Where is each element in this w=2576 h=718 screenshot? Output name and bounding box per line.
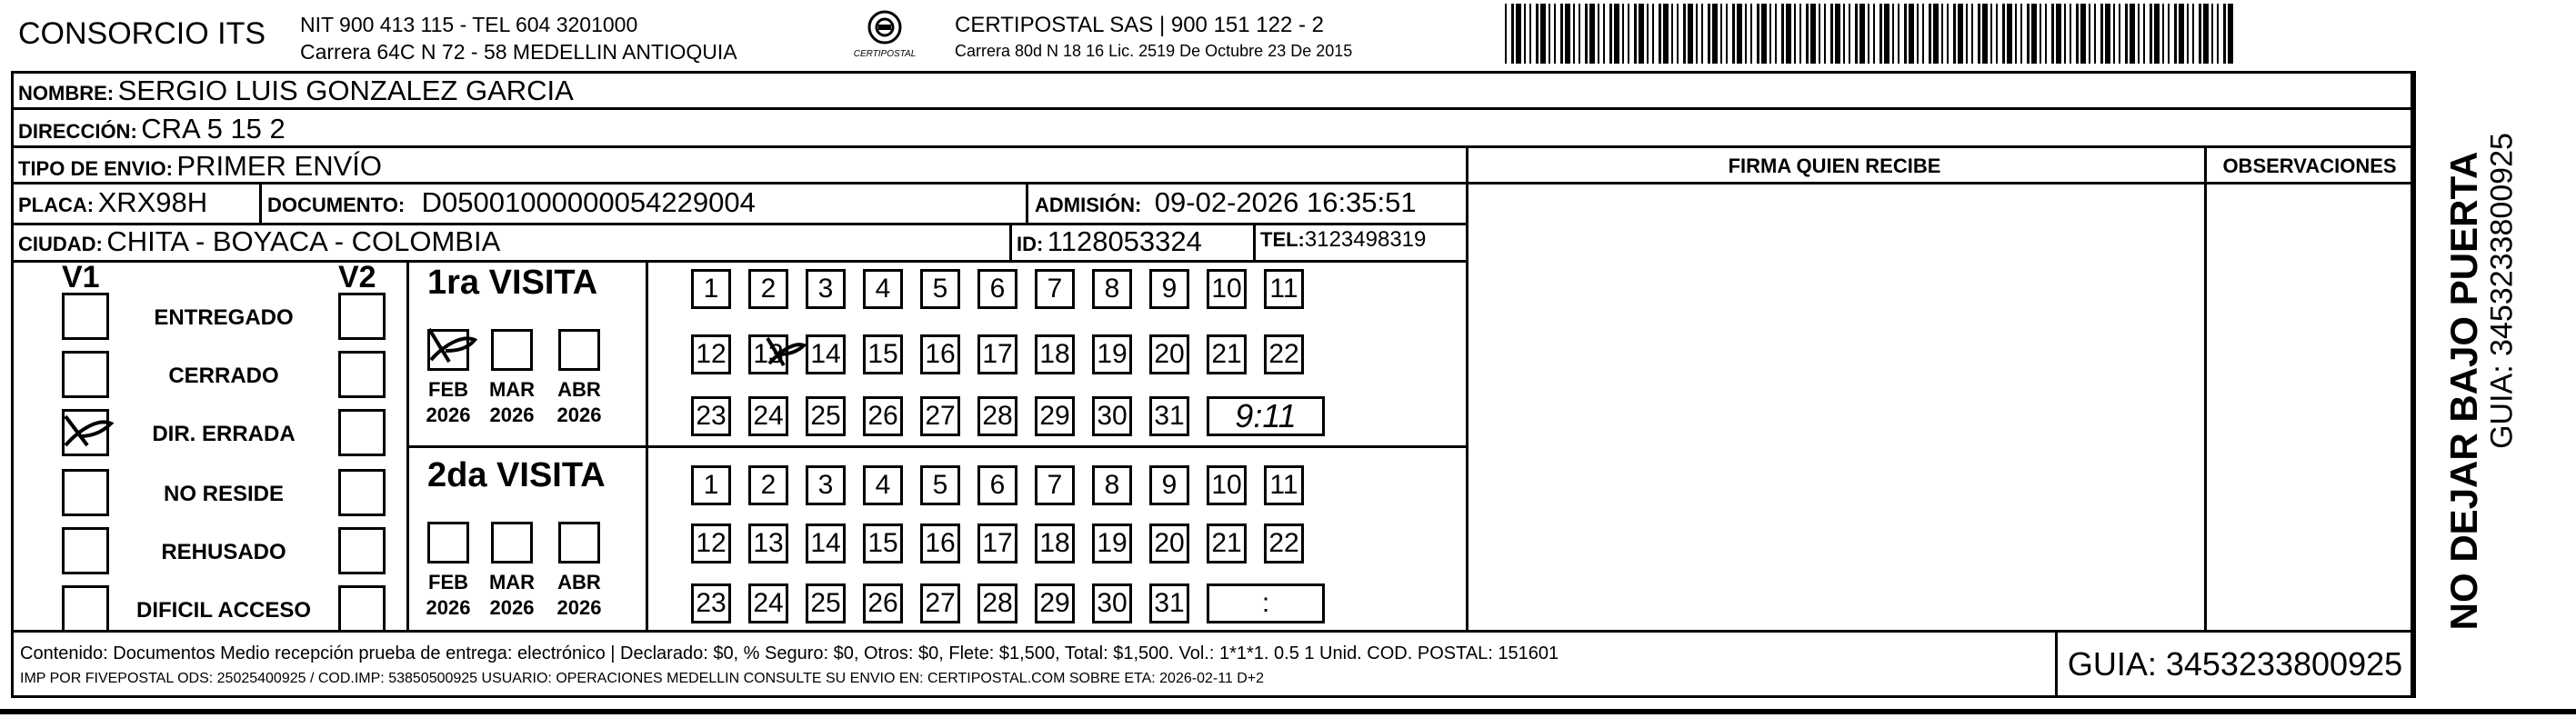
- barcode-bar: [2119, 4, 2120, 64]
- day-box: 8: [1092, 269, 1132, 309]
- no-dejar-notice: NO DEJAR BAJO PUERTA: [2442, 151, 2485, 631]
- day-box: 16: [920, 334, 960, 374]
- day-box: 27: [920, 583, 960, 623]
- direccion-label: DIRECCIÓN:: [18, 120, 137, 143]
- v1-checkbox: [62, 469, 109, 516]
- month-label: FEB: [428, 378, 468, 401]
- barcode-bar: [1614, 4, 1619, 64]
- barcode-bar: [2138, 4, 2140, 64]
- placa-label: PLACA:: [18, 194, 95, 216]
- certipostal-logo: [853, 9, 917, 60]
- day-box: 21: [1207, 334, 1247, 374]
- barcode-bar: [1933, 4, 1939, 64]
- first-visit-title: 1ra VISITA: [427, 264, 598, 302]
- placa-field: [18, 186, 207, 219]
- v2-label: V2: [338, 260, 376, 294]
- barcode-bar: [1708, 4, 1710, 64]
- barcode-bar: [1598, 4, 1599, 64]
- barcode-bar: [2040, 4, 2041, 64]
- logo-text: CERTIPOSTAL: [853, 49, 917, 59]
- barcode-bar: [1971, 4, 1973, 64]
- barcode-bar: [1775, 4, 1777, 64]
- month-label: MAR: [488, 571, 536, 593]
- barcode-bar: [1516, 4, 1521, 64]
- ciudad-field: [18, 225, 500, 258]
- day-box: 15: [863, 524, 903, 563]
- day-box: 22: [1264, 334, 1304, 374]
- barcode-bar: [2070, 4, 2071, 64]
- barcode-bar: [2203, 4, 2209, 64]
- day-box: 12: [691, 524, 731, 563]
- barcode-bar: [1603, 4, 1605, 64]
- barcode-bar: [1524, 4, 1526, 64]
- year-label: 2026: [556, 596, 602, 619]
- admision-value: 09-02-2026 16:35:51: [1154, 186, 1417, 218]
- status-label: NO RESIDE: [163, 482, 285, 506]
- barcode-bar: [1835, 4, 1840, 64]
- barcode-bar: [2150, 4, 2152, 64]
- day-box: 15: [863, 334, 903, 374]
- barcode-bar: [1683, 4, 1686, 64]
- day-box: 19: [1092, 334, 1132, 374]
- month-checkbox: [558, 329, 600, 371]
- barcode-bar: [2020, 4, 2022, 64]
- barcode-bar: [1677, 4, 1679, 64]
- status-label: DIFICIL ACCESO: [135, 598, 311, 623]
- barcode-bar: [1978, 4, 1980, 64]
- barcode-bar: [1830, 4, 1833, 64]
- barcode-bar: [1540, 4, 1546, 64]
- day-box: 25: [806, 583, 846, 623]
- v2-checkbox: [338, 293, 386, 340]
- barcode-bar: [1757, 4, 1759, 64]
- barcode-bar: [1647, 4, 1649, 64]
- barcode-bar: [1720, 4, 1722, 64]
- barcode-bar: [1761, 4, 1767, 64]
- barcode-bar: [2199, 4, 2201, 64]
- barcode-bar: [1652, 4, 1654, 64]
- barcode-bar: [2064, 4, 2066, 64]
- day-box: 23: [691, 396, 731, 436]
- year-label: 2026: [426, 404, 471, 426]
- month-label: FEB: [428, 571, 468, 593]
- day-box: 2: [748, 465, 788, 505]
- barcode-bar: [2031, 4, 2037, 64]
- v2-checkbox: [338, 351, 386, 398]
- barcode-bar: [2105, 4, 2110, 64]
- barcode-bar: [2007, 4, 2012, 64]
- v2-checkbox: [338, 585, 386, 633]
- month-label: MAR: [488, 378, 536, 401]
- direccion-value: CRA 5 15 2: [141, 113, 286, 145]
- day-box: 20: [1149, 334, 1189, 374]
- barcode-bar: [1966, 4, 1968, 64]
- day-box: 7: [1035, 269, 1075, 309]
- checkmark-feb-first: [426, 324, 478, 376]
- day-box: 6: [977, 269, 1017, 309]
- v1-checkbox: [62, 293, 109, 340]
- barcode-bar: [1806, 4, 1809, 64]
- barcode-bar: [2223, 4, 2226, 64]
- day-box: 20: [1149, 524, 1189, 563]
- status-label: ENTREGADO: [154, 305, 294, 330]
- barcode-bar: [1810, 4, 1816, 64]
- barcode-bar: [2162, 4, 2164, 64]
- v2-checkbox: [338, 409, 386, 456]
- admision-field: [1035, 186, 1417, 219]
- barcode-bar: [1843, 4, 1845, 64]
- day-box: 10: [1207, 269, 1247, 309]
- barcode-bar: [1947, 4, 1949, 64]
- barcode-bar: [1904, 4, 1907, 64]
- barcode-bar: [2094, 4, 2096, 64]
- direccion-field: [18, 113, 286, 145]
- documento-field: [267, 186, 756, 219]
- barcode-bar: [1922, 4, 1924, 64]
- barcode-bar: [1732, 4, 1735, 64]
- barcode-bar: [1628, 4, 1629, 64]
- barcode-bar: [2130, 4, 2135, 64]
- footer-guia: GUIA: 3453233800925: [2067, 645, 2403, 683]
- ciudad-label: CIUDAD:: [18, 233, 103, 255]
- company-name: CONSORCIO ITS: [18, 16, 266, 51]
- day-box: 9: [1149, 465, 1189, 505]
- barcode-bar: [1884, 4, 1889, 64]
- barcode-bar: [1799, 4, 1801, 64]
- v1-checkbox: [62, 527, 109, 574]
- day-box: 16: [920, 524, 960, 563]
- day-box: 26: [863, 396, 903, 436]
- barcode-bar: [2100, 4, 2103, 64]
- tipo-label: TIPO DE ENVIO:: [18, 157, 173, 180]
- day-box: 13: [748, 334, 788, 374]
- day-box: 31: [1149, 396, 1189, 436]
- placa-value: XRX98H: [97, 186, 208, 218]
- barcode: [1505, 4, 2232, 64]
- barcode-bar: [1819, 4, 1820, 64]
- day-box: 27: [920, 396, 960, 436]
- footer-imp: IMP POR FIVEPOSTAL ODS: 25025400925 / COD.IMP: 53850500925 USUARIO: OPERACIONES MEDELLIN CONSULTE SU ENVIO EN: CERTIPOSTAL.COM SOBRE ETA: 2026-02-11 D+2: [20, 671, 1265, 686]
- barcode-bar: [1929, 4, 1931, 64]
- day-box: 14: [806, 524, 846, 563]
- barcode-bar: [1536, 4, 1539, 64]
- barcode-bar: [2056, 4, 2061, 64]
- day-box: 26: [863, 583, 903, 623]
- barcode-bar: [2015, 4, 2017, 64]
- barcode-bar: [1671, 4, 1673, 64]
- day-box: 13: [748, 524, 788, 563]
- barcode-bar: [2113, 4, 2115, 64]
- time-box: :: [1207, 583, 1325, 623]
- barcode-bar: [1990, 4, 1992, 64]
- day-box: 17: [977, 524, 1017, 563]
- barcode-bar: [1688, 4, 1693, 64]
- side-guia: GUIA: 3453233800925: [2484, 133, 2520, 449]
- status-label: DIR. ERRADA: [152, 422, 296, 446]
- month-label: ABR: [557, 378, 601, 401]
- day-box: 11: [1264, 269, 1304, 309]
- nombre-value: SERGIO LUIS GONZALEZ GARCIA: [117, 75, 574, 106]
- barcode-bar: [1634, 4, 1637, 64]
- day-box: 30: [1092, 583, 1132, 623]
- barcode-bar: [2154, 4, 2160, 64]
- barcode-bar: [2192, 4, 2194, 64]
- barcode-bar: [2217, 4, 2219, 64]
- barcode-bar: [2076, 4, 2079, 64]
- day-box: 22: [1264, 524, 1304, 563]
- day-box: 7: [1035, 465, 1075, 505]
- barcode-bar: [1855, 4, 1858, 64]
- barcode-bar: [2002, 4, 2005, 64]
- barcode-bar: [1873, 4, 1875, 64]
- admision-label: ADMISIÓN:: [1035, 194, 1142, 216]
- day-box: 30: [1092, 396, 1132, 436]
- month-checkbox: [491, 522, 533, 563]
- footer-contenido: Contenido: Documentos Medio recepción prueba de entrega: electrónico | Declarado: $0, % Seguro: $0, Otros: $0, Flete: $1,500, Total: $1,500. Vol.: 1*1*1. 0.5 1 Unid. COD. POSTAL: 151601: [20, 643, 1559, 663]
- barcode-bar: [1639, 4, 1644, 64]
- day-box: 24: [748, 396, 788, 436]
- year-label: 2026: [556, 404, 602, 426]
- year-label: 2026: [489, 404, 535, 426]
- barcode-bar: [2080, 4, 2086, 64]
- day-box: 29: [1035, 583, 1075, 623]
- tipo-value: PRIMER ENVÍO: [176, 150, 383, 182]
- second-visit-title: 2da VISITA: [427, 456, 606, 494]
- barcode-bar: [1941, 4, 1943, 64]
- barcode-bar: [2174, 4, 2177, 64]
- barcode-bar: [1712, 4, 1718, 64]
- v1-checkbox: [62, 351, 109, 398]
- barcode-bar: [1898, 4, 1899, 64]
- day-box: 14: [806, 334, 846, 374]
- barcode-bar: [1659, 4, 1661, 64]
- id-field: [1017, 225, 1202, 258]
- month-checkbox: [558, 522, 600, 563]
- certipostal-line: CERTIPOSTAL SAS | 900 151 122 - 2: [955, 13, 1324, 37]
- year-label: 2026: [426, 596, 471, 619]
- day-box: 8: [1092, 465, 1132, 505]
- ciudad-value: CHITA - BOYACA - COLOMBIA: [106, 225, 501, 257]
- tipo-field: [18, 150, 382, 183]
- status-label: CERRADO: [168, 364, 279, 388]
- day-box: 11: [1264, 465, 1304, 505]
- day-box: 1: [691, 269, 731, 309]
- observaciones-label: OBSERVACIONES: [2222, 155, 2397, 177]
- day-box: 9: [1149, 269, 1189, 309]
- barcode-bar: [1745, 4, 1747, 64]
- barcode-bar: [1554, 4, 1556, 64]
- v1-checkbox: [62, 585, 109, 633]
- barcode-bar: [1579, 4, 1580, 64]
- barcode-bar: [1609, 4, 1612, 64]
- day-box: 3: [806, 465, 846, 505]
- v2-checkbox: [338, 527, 386, 574]
- nombre-label: NOMBRE:: [18, 82, 115, 105]
- barcode-bar: [1750, 4, 1752, 64]
- day-box: 6: [977, 465, 1017, 505]
- barcode-bar: [1622, 4, 1624, 64]
- barcode-bar: [1511, 4, 1514, 64]
- barcode-bar: [1696, 4, 1698, 64]
- barcode-bar: [2051, 4, 2054, 64]
- day-box: 5: [920, 269, 960, 309]
- documento-value: D05001000000054229004: [421, 186, 756, 218]
- tel-value: 3123498319: [1304, 227, 1427, 252]
- certipostal-address: Carrera 80d N 18 16 Lic. 2519 De Octubre 23 De 2015: [955, 42, 1353, 60]
- barcode-bar: [1549, 4, 1550, 64]
- day-box: 1: [691, 465, 731, 505]
- checkmark-day-13: [764, 333, 807, 373]
- barcode-bar: [1573, 4, 1575, 64]
- month-checkbox: [491, 329, 533, 371]
- barcode-bar: [2187, 4, 2189, 64]
- month-label: ABR: [557, 571, 601, 593]
- barcode-bar: [1589, 4, 1595, 64]
- tel-label: TEL:: [1260, 228, 1305, 251]
- company-address: Carrera 64C N 72 - 58 MEDELLIN ANTIOQUIA: [300, 40, 737, 64]
- day-box: 3: [806, 269, 846, 309]
- barcode-bar: [2045, 4, 2047, 64]
- day-box: 5: [920, 465, 960, 505]
- day-box: 23: [691, 583, 731, 623]
- barcode-bar: [1565, 4, 1570, 64]
- barcode-bar: [1781, 4, 1784, 64]
- barcode-bar: [1849, 4, 1850, 64]
- barcode-bar: [2027, 4, 2030, 64]
- day-box: 21: [1207, 524, 1247, 563]
- day-box: 24: [748, 583, 788, 623]
- day-box: 19: [1092, 524, 1132, 563]
- day-box: 28: [977, 396, 1017, 436]
- barcode-bar: [2125, 4, 2128, 64]
- day-box: 4: [863, 465, 903, 505]
- barcode-bar: [1560, 4, 1563, 64]
- day-box: 31: [1149, 583, 1189, 623]
- firma-label: FIRMA QUIEN RECIBE: [1728, 155, 1941, 177]
- barcode-bar: [1879, 4, 1882, 64]
- barcode-bar: [1663, 4, 1669, 64]
- documento-label: DOCUMENTO:: [267, 194, 406, 216]
- barcode-bar: [2211, 4, 2213, 64]
- day-box: 28: [977, 583, 1017, 623]
- status-label: REHUSADO: [161, 540, 286, 564]
- barcode-bar: [1737, 4, 1742, 64]
- barcode-bar: [1794, 4, 1796, 64]
- day-box: 12: [691, 334, 731, 374]
- barcode-bar: [1529, 4, 1531, 64]
- v1-label: V1: [62, 260, 100, 294]
- nombre-field: [18, 75, 574, 107]
- barcode-bar: [1953, 4, 1956, 64]
- barcode-bar: [1505, 4, 1507, 64]
- v2-checkbox: [338, 469, 386, 516]
- tel-field: [1260, 227, 1426, 253]
- barcode-bar: [1786, 4, 1791, 64]
- barcode-bar: [2089, 4, 2090, 64]
- time-box: 9:11: [1207, 396, 1325, 436]
- barcode-bar: [2168, 4, 2170, 64]
- barcode-bar: [2143, 4, 2145, 64]
- barcode-bar: [1824, 4, 1826, 64]
- day-box: 29: [1035, 396, 1075, 436]
- barcode-bar: [1917, 4, 1919, 64]
- barcode-bar: [1769, 4, 1771, 64]
- barcode-bar: [1585, 4, 1588, 64]
- barcode-bar: [2179, 4, 2184, 64]
- barcode-bar: [1859, 4, 1865, 64]
- barcode-bar: [2228, 4, 2233, 64]
- day-box: 18: [1035, 334, 1075, 374]
- barcode-bar: [1892, 4, 1894, 64]
- day-box: 25: [806, 396, 846, 436]
- nit-line: NIT 900 413 115 - TEL 604 3201000: [300, 13, 638, 36]
- checkmark-dir-errada: [62, 409, 115, 462]
- id-value: 1128053324: [1047, 225, 1202, 257]
- barcode-bar: [1958, 4, 1963, 64]
- day-box: 18: [1035, 524, 1075, 563]
- barcode-bar: [1701, 4, 1703, 64]
- day-box: 10: [1207, 465, 1247, 505]
- barcode-bar: [1909, 4, 1914, 64]
- barcode-bar: [1982, 4, 1988, 64]
- day-box: 2: [748, 269, 788, 309]
- barcode-bar: [1726, 4, 1728, 64]
- month-checkbox: [427, 522, 469, 563]
- barcode-bar: [1996, 4, 1998, 64]
- day-box: 4: [863, 269, 903, 309]
- id-label: ID:: [1017, 233, 1044, 255]
- year-label: 2026: [489, 596, 535, 619]
- day-box: 17: [977, 334, 1017, 374]
- barcode-bar: [1868, 4, 1869, 64]
